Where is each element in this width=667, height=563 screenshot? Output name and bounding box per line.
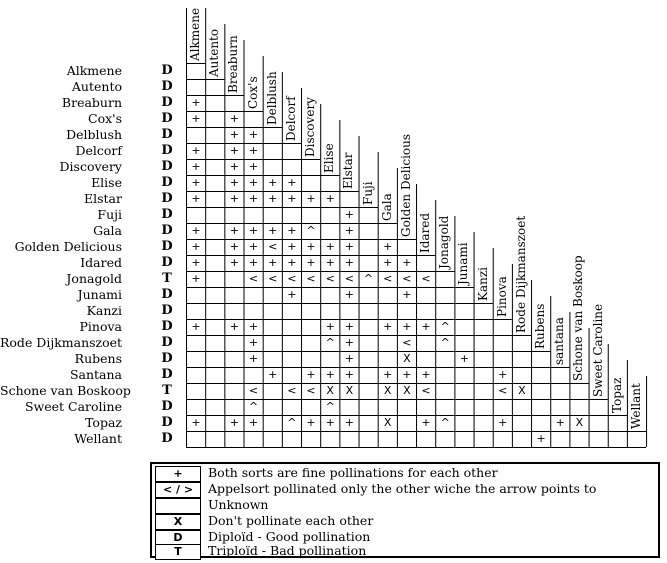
legend-text-unknown: Unknown <box>208 497 269 512</box>
compatibility-mark: < <box>287 384 297 397</box>
compatibility-mark: + <box>248 144 259 157</box>
column-header: Cox's <box>245 76 260 109</box>
column-header: Autento <box>207 28 222 77</box>
compatibility-mark: + <box>344 320 354 333</box>
ploidy-marker: D <box>161 415 173 430</box>
ploidy-marker: D <box>161 399 173 414</box>
row-label: Gala <box>93 223 122 238</box>
compatibility-mark: + <box>248 224 259 237</box>
row-label: Elstar <box>84 191 122 206</box>
compatibility-mark: + <box>248 336 259 349</box>
compatibility-mark: + <box>421 368 431 381</box>
column-header: Gala <box>379 193 394 221</box>
row-label: Autento <box>71 79 122 94</box>
compatibility-mark: + <box>383 320 393 333</box>
compatibility-mark: < <box>402 272 412 285</box>
column-header: Delcorf <box>283 96 298 141</box>
row-label: Fuji <box>97 207 122 222</box>
column-header: Rubens <box>533 303 548 349</box>
compatibility-mark: + <box>248 320 259 333</box>
compatibility-mark: + <box>383 256 393 269</box>
column-header: santana <box>552 317 567 365</box>
ploidy-marker: D <box>161 351 173 366</box>
compatibility-mark: + <box>191 160 201 173</box>
compatibility-mark: + <box>248 128 259 141</box>
compatibility-mark: + <box>344 224 354 237</box>
compatibility-mark: + <box>191 112 201 125</box>
compatibility-mark: + <box>306 256 316 269</box>
compatibility-mark: + <box>229 144 239 157</box>
compatibility-mark: + <box>325 368 335 381</box>
compatibility-mark: + <box>344 416 354 429</box>
compatibility-mark: + <box>229 112 239 125</box>
compatibility-mark: + <box>268 176 278 189</box>
compatibility-mark: + <box>402 288 412 301</box>
compatibility-mark: + <box>248 192 259 205</box>
legend-text-arrow: Appelsort pollinated only the other wiche the arrow points to <box>208 481 597 496</box>
column-header: Golden Delicious <box>398 133 413 237</box>
compatibility-mark: + <box>287 240 297 253</box>
column-header: Junami <box>456 242 471 285</box>
compatibility-mark: + <box>229 416 239 429</box>
compatibility-mark: + <box>248 416 259 429</box>
compatibility-mark: + <box>421 416 431 429</box>
compatibility-mark: + <box>344 288 354 301</box>
column-header: Delblush <box>264 71 279 125</box>
compatibility-mark: + <box>459 352 469 365</box>
ploidy-marker: D <box>161 175 173 190</box>
legend-symbol-compatible: + <box>155 466 201 482</box>
column-header: Rode Dijkmanszoet <box>513 215 528 333</box>
compatibility-mark: + <box>306 368 316 381</box>
compatibility-mark: + <box>248 352 259 365</box>
compatibility-mark: + <box>191 416 201 429</box>
compatibility-mark: < <box>344 272 354 285</box>
compatibility-mark: + <box>248 240 259 253</box>
compatibility-mark: + <box>191 256 201 269</box>
compatibility-mark: + <box>306 192 316 205</box>
compatibility-mark: ^ <box>325 336 335 349</box>
legend-symbol-incompatible: X <box>155 514 201 530</box>
legend-text-incompatible: Don't pollinate each other <box>208 513 374 528</box>
row-label: Golden Delicious <box>14 239 122 254</box>
column-header: Pinova <box>494 276 509 317</box>
compatibility-mark: + <box>229 256 239 269</box>
compatibility-mark: < <box>268 272 278 285</box>
compatibility-mark: + <box>325 192 335 205</box>
row-label: Santana <box>69 367 122 382</box>
compatibility-mark: ^ <box>325 400 335 413</box>
legend-symbol-triploid: T <box>155 544 201 560</box>
ploidy-marker: D <box>161 223 173 238</box>
row-label: Topaz <box>85 415 122 430</box>
column-header: Elstar <box>341 152 356 189</box>
column-header: Sweet Caroline <box>590 303 605 397</box>
compatibility-mark: + <box>344 240 354 253</box>
compatibility-mark: < <box>421 272 431 285</box>
ploidy-marker: D <box>161 207 173 222</box>
compatibility-mark: < <box>306 272 316 285</box>
compatibility-mark: + <box>536 432 546 445</box>
legend-symbol-unknown <box>155 498 201 514</box>
compatibility-mark: + <box>268 256 278 269</box>
row-label: Delcorf <box>75 143 122 158</box>
ploidy-marker: D <box>161 303 173 318</box>
legend-symbol-diploid: D <box>155 530 201 546</box>
compatibility-mark: ^ <box>306 224 316 237</box>
ploidy-marker: T <box>162 271 172 286</box>
compatibility-mark: + <box>191 176 201 189</box>
column-header: Idared <box>418 212 433 253</box>
ploidy-marker: D <box>161 431 173 446</box>
ploidy-marker: D <box>161 95 173 110</box>
legend-box <box>150 462 660 558</box>
compatibility-mark: + <box>229 176 239 189</box>
compatibility-mark: X <box>383 416 392 429</box>
row-label: Delblush <box>66 127 122 142</box>
compatibility-mark: ^ <box>440 320 450 333</box>
ploidy-marker: D <box>161 63 173 78</box>
ploidy-marker: D <box>161 239 173 254</box>
compatibility-mark: + <box>325 240 335 253</box>
compatibility-mark: + <box>248 256 259 269</box>
row-label: Rode Dijkmanszoet <box>0 335 123 350</box>
ploidy-marker: D <box>161 79 173 94</box>
legend-text-triploid: Triploïd - Bad pollination <box>208 543 367 558</box>
legend-text-compatible: Both sorts are fine pollinations for each other <box>208 465 498 480</box>
compatibility-mark: ^ <box>287 416 297 429</box>
compatibility-mark: X <box>518 384 526 397</box>
compatibility-mark: + <box>191 240 201 253</box>
compatibility-mark: + <box>344 256 354 269</box>
ploidy-marker: D <box>161 127 173 142</box>
column-header: Alkmene <box>188 7 202 61</box>
compatibility-mark: + <box>344 368 354 381</box>
row-label: Pinova <box>79 319 122 334</box>
ploidy-marker: D <box>161 367 173 382</box>
row-label: Idared <box>80 255 122 270</box>
ploidy-marker: D <box>161 191 173 206</box>
column-header: Fuji <box>360 181 375 205</box>
ploidy-marker: D <box>161 143 173 158</box>
compatibility-mark: + <box>555 416 565 429</box>
column-header: Topaz <box>609 377 624 413</box>
compatibility-mark: < <box>498 384 508 397</box>
compatibility-mark: X <box>575 416 584 429</box>
ploidy-marker: D <box>161 319 173 334</box>
compatibility-mark: + <box>191 192 201 205</box>
ploidy-marker: D <box>161 287 173 302</box>
compatibility-mark: + <box>421 320 431 333</box>
compatibility-mark: + <box>248 160 259 173</box>
row-label: Alkmene <box>66 63 122 78</box>
row-label: Sweet Caroline <box>24 399 122 414</box>
compatibility-mark: + <box>287 192 297 205</box>
compatibility-mark: + <box>191 96 201 109</box>
compatibility-mark: + <box>287 224 297 237</box>
compatibility-mark: X <box>345 384 354 397</box>
column-header: Breaburn <box>226 35 241 93</box>
ploidy-marker: D <box>161 335 173 350</box>
compatibility-mark: + <box>344 208 354 221</box>
compatibility-mark: < <box>383 272 393 285</box>
ploidy-marker: D <box>161 159 173 174</box>
compatibility-mark: + <box>383 240 393 253</box>
row-label: Discovery <box>59 159 122 174</box>
ploidy-marker: D <box>161 111 173 126</box>
compatibility-mark: + <box>248 176 259 189</box>
compatibility-mark: + <box>287 256 297 269</box>
compatibility-mark: ^ <box>363 272 374 285</box>
column-header: Jonagold <box>437 215 452 269</box>
compatibility-mark: < <box>248 384 259 397</box>
row-label: Cox's <box>88 111 122 126</box>
compatibility-mark: + <box>268 368 278 381</box>
compatibility-mark: X <box>403 384 411 397</box>
compatibility-mark: + <box>325 320 335 333</box>
compatibility-mark: + <box>191 144 201 157</box>
row-label: Jonagold <box>66 271 122 286</box>
row-label: Junami <box>77 287 122 302</box>
compatibility-mark: + <box>344 336 354 349</box>
column-header: Kanzi <box>475 266 490 301</box>
compatibility-mark: + <box>229 224 239 237</box>
compatibility-mark: < <box>268 240 278 253</box>
compatibility-mark: < <box>248 272 259 285</box>
row-label: Wellant <box>74 431 122 446</box>
compatibility-mark: + <box>287 176 297 189</box>
row-label: Rubens <box>74 351 122 366</box>
row-label: Schone van Boskoop <box>0 383 131 398</box>
compatibility-mark: ^ <box>248 400 259 413</box>
compatibility-mark: < <box>325 272 335 285</box>
compatibility-mark: + <box>191 224 201 237</box>
legend-symbol-arrow: < / > <box>155 482 201 498</box>
compatibility-mark: + <box>229 128 239 141</box>
ploidy-marker: T <box>162 383 172 398</box>
compatibility-mark: < <box>306 384 316 397</box>
column-header: Wellant <box>628 383 643 429</box>
column-header: Elise <box>322 143 337 173</box>
compatibility-mark: + <box>268 192 278 205</box>
compatibility-mark: + <box>306 416 316 429</box>
compatibility-mark: < <box>421 384 431 397</box>
compatibility-mark: X <box>383 384 392 397</box>
compatibility-mark: + <box>306 240 316 253</box>
legend-text-diploid: Diploïd - Good pollination <box>208 529 371 544</box>
compatibility-mark: ^ <box>440 336 450 349</box>
compatibility-mark: + <box>402 256 412 269</box>
column-header: Discovery <box>303 97 318 157</box>
compatibility-mark: + <box>191 320 201 333</box>
compatibility-mark: + <box>402 320 412 333</box>
row-label: Breaburn <box>61 95 122 110</box>
compatibility-mark: + <box>402 368 412 381</box>
compatibility-mark: + <box>229 192 239 205</box>
row-label: Elise <box>91 175 122 190</box>
compatibility-mark: ^ <box>440 416 450 429</box>
compatibility-mark: + <box>287 288 297 301</box>
column-header: Schone van Boskoop <box>571 255 586 381</box>
compatibility-mark: + <box>191 272 201 285</box>
compatibility-mark: + <box>229 320 239 333</box>
row-label: Kanzi <box>86 303 122 318</box>
compatibility-mark: + <box>344 352 354 365</box>
compatibility-mark: + <box>268 224 278 237</box>
compatibility-mark: + <box>498 416 508 429</box>
compatibility-mark: + <box>325 256 335 269</box>
compatibility-mark: + <box>229 160 239 173</box>
compatibility-mark: + <box>229 240 239 253</box>
compatibility-mark: X <box>326 384 334 397</box>
compatibility-mark: < <box>402 336 412 349</box>
compatibility-mark: < <box>287 272 297 285</box>
compatibility-mark: X <box>403 352 411 365</box>
compatibility-mark: + <box>383 368 393 381</box>
compatibility-mark: + <box>498 368 508 381</box>
ploidy-marker: D <box>161 255 173 270</box>
compatibility-mark: + <box>325 416 335 429</box>
